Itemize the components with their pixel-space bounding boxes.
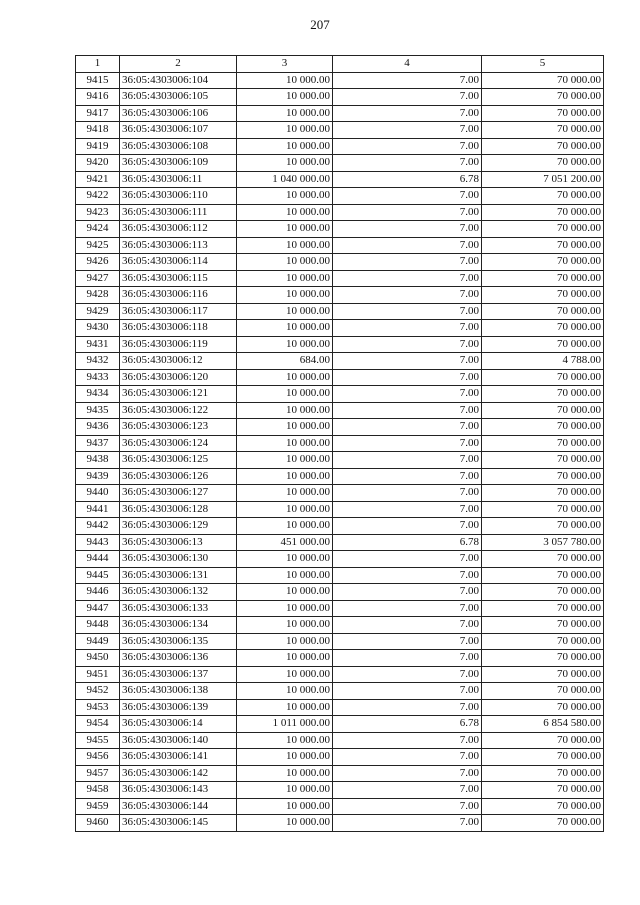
table-row: [76, 320, 604, 337]
row-number-cell: 9426: [76, 254, 120, 271]
cadastral-number-cell: 36:05:4303006:14: [120, 716, 237, 733]
row-number-cell: 9435: [76, 402, 120, 419]
area-cell: 10 000.00: [237, 650, 333, 667]
table-row: [76, 237, 604, 254]
row-number-cell: 9443: [76, 534, 120, 551]
rate-cell: 7.00: [333, 468, 482, 485]
table-row: [76, 303, 604, 320]
rate-cell: 7.00: [333, 237, 482, 254]
area-cell: 10 000.00: [237, 221, 333, 238]
table-row: [76, 666, 604, 683]
cadastral-number-cell: 36:05:4303006:126: [120, 468, 237, 485]
rate-cell: 7.00: [333, 815, 482, 832]
area-cell: 10 000.00: [237, 485, 333, 502]
rate-cell: 7.00: [333, 567, 482, 584]
area-cell: 10 000.00: [237, 287, 333, 304]
amount-cell: 70 000.00: [482, 336, 604, 353]
rate-cell: 7.00: [333, 485, 482, 502]
area-cell: 10 000.00: [237, 749, 333, 766]
cadastral-number-cell: 36:05:4303006:139: [120, 699, 237, 716]
area-cell: 10 000.00: [237, 501, 333, 518]
table-row: [76, 584, 604, 601]
row-number-cell: 9449: [76, 633, 120, 650]
row-number-cell: 9451: [76, 666, 120, 683]
table-row: [76, 386, 604, 403]
amount-cell: 70 000.00: [482, 518, 604, 535]
amount-cell: 70 000.00: [482, 452, 604, 469]
table-row: [76, 567, 604, 584]
amount-cell: 6 854 580.00: [482, 716, 604, 733]
amount-cell: 70 000.00: [482, 584, 604, 601]
amount-cell: 70 000.00: [482, 699, 604, 716]
table-row: [76, 518, 604, 535]
area-cell: 10 000.00: [237, 72, 333, 89]
row-number-cell: 9441: [76, 501, 120, 518]
table-row: [76, 485, 604, 502]
row-number-cell: 9425: [76, 237, 120, 254]
area-cell: 10 000.00: [237, 254, 333, 271]
table-row: [76, 435, 604, 452]
rate-cell: 7.00: [333, 699, 482, 716]
area-cell: 10 000.00: [237, 270, 333, 287]
area-cell: 10 000.00: [237, 617, 333, 634]
rate-cell: 6.78: [333, 716, 482, 733]
area-cell: 10 000.00: [237, 105, 333, 122]
area-cell: 10 000.00: [237, 551, 333, 568]
cadastral-number-cell: 36:05:4303006:110: [120, 188, 237, 205]
row-number-cell: 9436: [76, 419, 120, 436]
rate-cell: 7.00: [333, 369, 482, 386]
row-number-cell: 9442: [76, 518, 120, 535]
cadastral-number-cell: 36:05:4303006:11: [120, 171, 237, 188]
cadastral-number-cell: 36:05:4303006:123: [120, 419, 237, 436]
table-row: [76, 336, 604, 353]
row-number-cell: 9458: [76, 782, 120, 799]
rate-cell: 7.00: [333, 204, 482, 221]
row-number-cell: 9434: [76, 386, 120, 403]
area-cell: 10 000.00: [237, 732, 333, 749]
row-number-cell: 9418: [76, 122, 120, 139]
amount-cell: 70 000.00: [482, 683, 604, 700]
rate-cell: 7.00: [333, 765, 482, 782]
table-row: [76, 600, 604, 617]
amount-cell: 70 000.00: [482, 204, 604, 221]
cadastral-number-cell: 36:05:4303006:107: [120, 122, 237, 139]
rate-cell: 7.00: [333, 270, 482, 287]
column-header: 5: [482, 56, 604, 73]
area-cell: 10 000.00: [237, 815, 333, 832]
amount-cell: 70 000.00: [482, 567, 604, 584]
amount-cell: 70 000.00: [482, 551, 604, 568]
cadastral-number-cell: 36:05:4303006:104: [120, 72, 237, 89]
table-row: [76, 534, 604, 551]
table-row: [76, 716, 604, 733]
rate-cell: 7.00: [333, 402, 482, 419]
cadastral-number-cell: 36:05:4303006:114: [120, 254, 237, 271]
row-number-cell: 9422: [76, 188, 120, 205]
table-row: [76, 270, 604, 287]
row-number-cell: 9430: [76, 320, 120, 337]
table-row: [76, 105, 604, 122]
table-row: [76, 699, 604, 716]
area-cell: 10 000.00: [237, 89, 333, 106]
cadastral-number-cell: 36:05:4303006:105: [120, 89, 237, 106]
amount-cell: 70 000.00: [482, 386, 604, 403]
rate-cell: 7.00: [333, 320, 482, 337]
table-row: [76, 765, 604, 782]
amount-cell: 70 000.00: [482, 89, 604, 106]
area-cell: 10 000.00: [237, 122, 333, 139]
table-row: [76, 798, 604, 815]
rate-cell: 7.00: [333, 782, 482, 799]
row-number-cell: 9421: [76, 171, 120, 188]
cadastral-number-cell: 36:05:4303006:111: [120, 204, 237, 221]
rate-cell: 7.00: [333, 122, 482, 139]
amount-cell: 70 000.00: [482, 468, 604, 485]
row-number-cell: 9433: [76, 369, 120, 386]
table-row: [76, 171, 604, 188]
area-cell: 684.00: [237, 353, 333, 370]
rate-cell: 7.00: [333, 600, 482, 617]
cadastral-number-cell: 36:05:4303006:135: [120, 633, 237, 650]
page-number: 207: [310, 17, 330, 32]
row-number-cell: 9444: [76, 551, 120, 568]
cadastral-number-cell: 36:05:4303006:134: [120, 617, 237, 634]
amount-cell: 70 000.00: [482, 237, 604, 254]
rate-cell: 7.00: [333, 89, 482, 106]
row-number-cell: 9459: [76, 798, 120, 815]
table-row: [76, 732, 604, 749]
table-row: [76, 633, 604, 650]
table-header-row: [76, 56, 604, 73]
cadastral-number-cell: 36:05:4303006:106: [120, 105, 237, 122]
cadastral-number-cell: 36:05:4303006:128: [120, 501, 237, 518]
table-row: [76, 501, 604, 518]
row-number-cell: 9457: [76, 765, 120, 782]
amount-cell: 7 051 200.00: [482, 171, 604, 188]
cadastral-number-cell: 36:05:4303006:144: [120, 798, 237, 815]
area-cell: 10 000.00: [237, 518, 333, 535]
amount-cell: 70 000.00: [482, 501, 604, 518]
rate-cell: 7.00: [333, 386, 482, 403]
table-row: [76, 89, 604, 106]
area-cell: 10 000.00: [237, 138, 333, 155]
amount-cell: 70 000.00: [482, 782, 604, 799]
cadastral-number-cell: 36:05:4303006:124: [120, 435, 237, 452]
rate-cell: 7.00: [333, 287, 482, 304]
table-row: [76, 254, 604, 271]
cadastral-number-cell: 36:05:4303006:122: [120, 402, 237, 419]
row-number-cell: 9450: [76, 650, 120, 667]
area-cell: 10 000.00: [237, 204, 333, 221]
rate-cell: 7.00: [333, 303, 482, 320]
amount-cell: 70 000.00: [482, 650, 604, 667]
table-row: [76, 617, 604, 634]
cadastral-number-cell: 36:05:4303006:115: [120, 270, 237, 287]
amount-cell: 70 000.00: [482, 287, 604, 304]
rate-cell: 7.00: [333, 749, 482, 766]
cadastral-number-cell: 36:05:4303006:116: [120, 287, 237, 304]
cadastral-number-cell: 36:05:4303006:112: [120, 221, 237, 238]
rate-cell: 7.00: [333, 435, 482, 452]
area-cell: 10 000.00: [237, 386, 333, 403]
amount-cell: 70 000.00: [482, 320, 604, 337]
cadastral-number-cell: 36:05:4303006:113: [120, 237, 237, 254]
rate-cell: 6.78: [333, 534, 482, 551]
row-number-cell: 9428: [76, 287, 120, 304]
table-row: [76, 749, 604, 766]
table-row: [76, 353, 604, 370]
rate-cell: 7.00: [333, 666, 482, 683]
table-body: [76, 72, 604, 831]
amount-cell: 70 000.00: [482, 221, 604, 238]
row-number-cell: 9420: [76, 155, 120, 172]
cadastral-number-cell: 36:05:4303006:130: [120, 551, 237, 568]
row-number-cell: 9415: [76, 72, 120, 89]
rate-cell: 7.00: [333, 683, 482, 700]
amount-cell: 70 000.00: [482, 765, 604, 782]
row-number-cell: 9431: [76, 336, 120, 353]
table-row: [76, 72, 604, 89]
rate-cell: 7.00: [333, 353, 482, 370]
area-cell: 1 040 000.00: [237, 171, 333, 188]
area-cell: 10 000.00: [237, 765, 333, 782]
cadastral-number-cell: 36:05:4303006:131: [120, 567, 237, 584]
cadastral-number-cell: 36:05:4303006:120: [120, 369, 237, 386]
row-number-cell: 9452: [76, 683, 120, 700]
row-number-cell: 9448: [76, 617, 120, 634]
area-cell: 10 000.00: [237, 320, 333, 337]
table-row: [76, 122, 604, 139]
area-cell: 10 000.00: [237, 303, 333, 320]
area-cell: 10 000.00: [237, 699, 333, 716]
table-row: [76, 551, 604, 568]
amount-cell: 70 000.00: [482, 633, 604, 650]
amount-cell: 70 000.00: [482, 270, 604, 287]
cadastral-number-cell: 36:05:4303006:109: [120, 155, 237, 172]
row-number-cell: 9446: [76, 584, 120, 601]
amount-cell: 70 000.00: [482, 435, 604, 452]
cadastral-number-cell: 36:05:4303006:133: [120, 600, 237, 617]
amount-cell: 70 000.00: [482, 72, 604, 89]
rate-cell: 6.78: [333, 171, 482, 188]
row-number-cell: 9456: [76, 749, 120, 766]
amount-cell: 70 000.00: [482, 485, 604, 502]
rate-cell: 7.00: [333, 155, 482, 172]
row-number-cell: 9429: [76, 303, 120, 320]
amount-cell: 70 000.00: [482, 369, 604, 386]
amount-cell: 70 000.00: [482, 254, 604, 271]
amount-cell: 70 000.00: [482, 122, 604, 139]
table-row: [76, 155, 604, 172]
amount-cell: 70 000.00: [482, 617, 604, 634]
table-row: [76, 402, 604, 419]
row-number-cell: 9454: [76, 716, 120, 733]
amount-cell: 70 000.00: [482, 798, 604, 815]
area-cell: 10 000.00: [237, 419, 333, 436]
amount-cell: 4 788.00: [482, 353, 604, 370]
area-cell: 10 000.00: [237, 584, 333, 601]
rate-cell: 7.00: [333, 732, 482, 749]
row-number-cell: 9460: [76, 815, 120, 832]
cadastral-number-cell: 36:05:4303006:121: [120, 386, 237, 403]
table-row: [76, 452, 604, 469]
area-cell: 1 011 000.00: [237, 716, 333, 733]
amount-cell: 70 000.00: [482, 749, 604, 766]
rate-cell: 7.00: [333, 518, 482, 535]
row-number-cell: 9447: [76, 600, 120, 617]
amount-cell: 70 000.00: [482, 105, 604, 122]
table-row: [76, 369, 604, 386]
rate-cell: 7.00: [333, 105, 482, 122]
row-number-cell: 9438: [76, 452, 120, 469]
amount-cell: 70 000.00: [482, 402, 604, 419]
column-header: 4: [333, 56, 482, 73]
area-cell: 10 000.00: [237, 567, 333, 584]
table-row: [76, 650, 604, 667]
table-row: [76, 138, 604, 155]
rate-cell: 7.00: [333, 138, 482, 155]
area-cell: 10 000.00: [237, 188, 333, 205]
rate-cell: 7.00: [333, 584, 482, 601]
column-header: 3: [237, 56, 333, 73]
rate-cell: 7.00: [333, 221, 482, 238]
row-number-cell: 9432: [76, 353, 120, 370]
rate-cell: 7.00: [333, 617, 482, 634]
rate-cell: 7.00: [333, 633, 482, 650]
rate-cell: 7.00: [333, 419, 482, 436]
amount-cell: 70 000.00: [482, 666, 604, 683]
rate-cell: 7.00: [333, 336, 482, 353]
cadastral-number-cell: 36:05:4303006:142: [120, 765, 237, 782]
table-row: [76, 204, 604, 221]
area-cell: 10 000.00: [237, 782, 333, 799]
area-cell: 10 000.00: [237, 600, 333, 617]
row-number-cell: 9439: [76, 468, 120, 485]
amount-cell: 70 000.00: [482, 419, 604, 436]
row-number-cell: 9416: [76, 89, 120, 106]
row-number-cell: 9423: [76, 204, 120, 221]
rate-cell: 7.00: [333, 650, 482, 667]
amount-cell: 70 000.00: [482, 155, 604, 172]
amount-cell: 70 000.00: [482, 732, 604, 749]
area-cell: 10 000.00: [237, 369, 333, 386]
row-number-cell: 9424: [76, 221, 120, 238]
row-number-cell: 9440: [76, 485, 120, 502]
rate-cell: 7.00: [333, 254, 482, 271]
column-header: 1: [76, 56, 120, 73]
cadastral-number-cell: 36:05:4303006:137: [120, 666, 237, 683]
table-row: [76, 782, 604, 799]
area-cell: 10 000.00: [237, 155, 333, 172]
registry-table: [75, 55, 604, 832]
area-cell: 10 000.00: [237, 633, 333, 650]
rate-cell: 7.00: [333, 188, 482, 205]
rate-cell: 7.00: [333, 72, 482, 89]
cadastral-number-cell: 36:05:4303006:118: [120, 320, 237, 337]
row-number-cell: 9455: [76, 732, 120, 749]
area-cell: 10 000.00: [237, 666, 333, 683]
row-number-cell: 9453: [76, 699, 120, 716]
rate-cell: 7.00: [333, 798, 482, 815]
amount-cell: 70 000.00: [482, 303, 604, 320]
area-cell: 10 000.00: [237, 402, 333, 419]
cadastral-number-cell: 36:05:4303006:119: [120, 336, 237, 353]
cadastral-number-cell: 36:05:4303006:143: [120, 782, 237, 799]
cadastral-number-cell: 36:05:4303006:13: [120, 534, 237, 551]
cadastral-number-cell: 36:05:4303006:136: [120, 650, 237, 667]
table-row: [76, 188, 604, 205]
amount-cell: 70 000.00: [482, 600, 604, 617]
cadastral-number-cell: 36:05:4303006:117: [120, 303, 237, 320]
cadastral-number-cell: 36:05:4303006:108: [120, 138, 237, 155]
area-cell: 451 000.00: [237, 534, 333, 551]
amount-cell: 70 000.00: [482, 138, 604, 155]
cadastral-number-cell: 36:05:4303006:132: [120, 584, 237, 601]
amount-cell: 3 057 780.00: [482, 534, 604, 551]
amount-cell: 70 000.00: [482, 815, 604, 832]
cadastral-number-cell: 36:05:4303006:145: [120, 815, 237, 832]
area-cell: 10 000.00: [237, 683, 333, 700]
table-row: [76, 221, 604, 238]
row-number-cell: 9417: [76, 105, 120, 122]
table-row: [76, 683, 604, 700]
cadastral-number-cell: 36:05:4303006:140: [120, 732, 237, 749]
cadastral-number-cell: 36:05:4303006:127: [120, 485, 237, 502]
area-cell: 10 000.00: [237, 237, 333, 254]
table-row: [76, 815, 604, 832]
table-row: [76, 419, 604, 436]
cadastral-number-cell: 36:05:4303006:125: [120, 452, 237, 469]
row-number-cell: 9437: [76, 435, 120, 452]
area-cell: 10 000.00: [237, 435, 333, 452]
table-row: [76, 468, 604, 485]
area-cell: 10 000.00: [237, 336, 333, 353]
row-number-cell: 9427: [76, 270, 120, 287]
area-cell: 10 000.00: [237, 452, 333, 469]
area-cell: 10 000.00: [237, 798, 333, 815]
rate-cell: 7.00: [333, 501, 482, 518]
row-number-cell: 9445: [76, 567, 120, 584]
rate-cell: 7.00: [333, 452, 482, 469]
cadastral-number-cell: 36:05:4303006:138: [120, 683, 237, 700]
table-row: [76, 287, 604, 304]
amount-cell: 70 000.00: [482, 188, 604, 205]
column-header: 2: [120, 56, 237, 73]
area-cell: 10 000.00: [237, 468, 333, 485]
cadastral-number-cell: 36:05:4303006:129: [120, 518, 237, 535]
rate-cell: 7.00: [333, 551, 482, 568]
row-number-cell: 9419: [76, 138, 120, 155]
cadastral-number-cell: 36:05:4303006:141: [120, 749, 237, 766]
cadastral-number-cell: 36:05:4303006:12: [120, 353, 237, 370]
